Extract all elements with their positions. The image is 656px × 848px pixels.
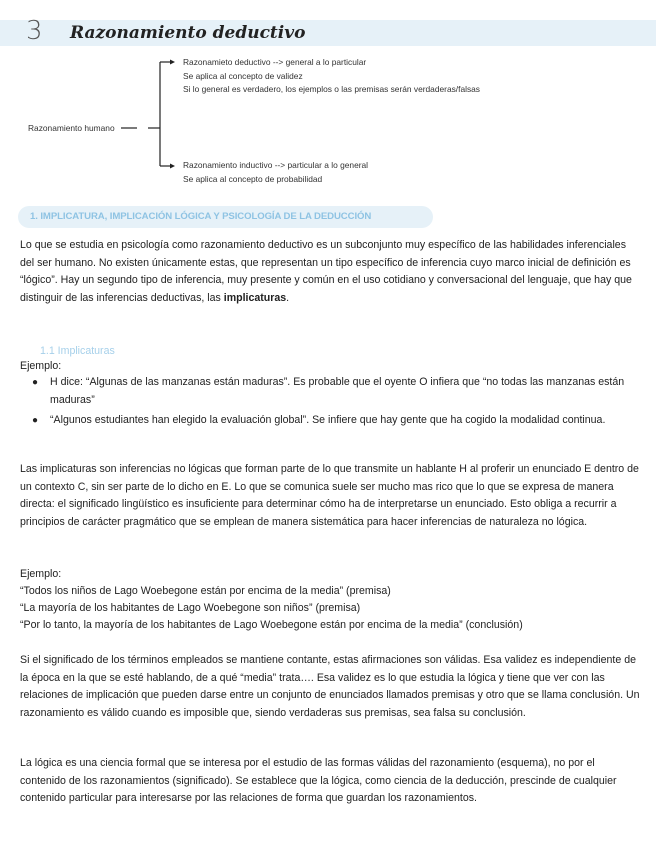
- example-2-conclusion: “Por lo tanto, la mayoría de los habitantes de Lago Woebegone están por encima de la media” (conclusión): [20, 619, 523, 631]
- section-1-intro-paragraph: [20, 237, 640, 308]
- example-label: Ejemplo:: [20, 360, 62, 372]
- bullet-dot-icon: ●: [32, 415, 39, 427]
- example-2-premise-2: “La mayoría de los habitantes de Lago Woebegone son niños” (premisa): [20, 602, 361, 614]
- inductive-line-1: Razonamiento inductivo --> particular a lo general: [183, 160, 369, 170]
- section-1-title: 1. IMPLICATURA, IMPLICACIÓN LÓGICA Y PSICOLOGÍA DE LA DEDUCCIÓN: [30, 211, 372, 222]
- validez-paragraph: Si el significado de los términos empleados se mantiene contante, estas afirmaciones son válidas. Esa validez es independiente de la época en la que se esté hablando, de a qué “media” trata…. Esa validez es lo que estudia la lógica y tiene que ver con las relaciones de implicación que pueden darse entre un conjunto de enunciados llamados premisas y otro que se llama conclusión. Un razonamiento es válido cuando es imposible que, siendo verdaderas sus premisas, sea falsa su conclusión.: [20, 654, 640, 720]
- bullet-text: H dice: “Algunas de las manzanas están maduras”. Es probable que el oyente O infiera que “no todas las manzanas están maduras”: [50, 376, 625, 406]
- bullet-text: “Algunos estudiantes han elegido la evaluación global”. Se infiere que hay gente que ha cogido la modalidad continua.: [50, 414, 606, 427]
- chapter-number: 3: [26, 16, 43, 46]
- diagram-root-label: Razonamiento humano: [28, 123, 115, 133]
- logica-paragraph: La lógica es una ciencia formal que se interesa por el estudio de las formas válidas del razonamiento (esquema), no por el contenido de los razonamientos (significado). Se establece que la lógica, como ciencia de la deducción, prescinde de cualquier contenido particular para interesarse por las relaciones de forma que guardan los razonamientos.: [20, 757, 617, 805]
- example-2-label: Ejemplo:: [20, 568, 62, 580]
- diagram-deductive-arrow: [170, 60, 175, 65]
- list-item: [20, 374, 640, 409]
- subsection-title: 1.1 Implicaturas: [40, 345, 115, 357]
- example-2-premise-1: “Todos los niños de Lago Woebegone están por encima de la media” (premisa): [20, 585, 391, 597]
- example-bullet-list: [20, 374, 640, 433]
- inductive-line-2: Se aplica al concepto de probabilidad: [183, 174, 323, 184]
- intro-text: Lo que se estudia en psicología como razonamiento deductivo es un subconjunto muy específico de las habilidades inferenciales del ser humano. No existen únicamente estas, que representan un tipo específico de inferencia cuyo marco inicial de definición es “lógico”. Hay un segundo tipo de inferencia, muy presente y común en el uso cotidiano y conversacional del lenguaje, que hay que distinguir de las inferencias deductivas, las: [20, 239, 632, 305]
- deductive-line-2: Se aplica al concepto de validez: [183, 71, 303, 81]
- deductive-line-1: Razonamieto deductivo --> general a lo particular: [183, 57, 367, 67]
- deductive-line-3: Si lo general es verdadero, los ejemplos o las premisas serán verdaderas/falsas: [183, 84, 480, 94]
- list-item: [20, 412, 640, 430]
- implicaturas-paragraph: Las implicaturas son inferencias no lógicas que forman parte de lo que transmite un hablante H al proferir un enunciado E dentro de un contexto C, sin ser parte de lo dicho en E. Lo que se comunica suele ser mucho mas rico que lo que se expresa de manera directa: el significado lingüístico es insuficiente para determinar cómo ha de interpretarse un enunciado. Esto obliga a recurrir a principios de carácter pragmático que se emplean de manera sistemática para hacer inferencias de naturaleza no lógica.: [20, 463, 639, 529]
- chapter-title: Razonamiento deductivo: [70, 23, 306, 43]
- intro-text-end: .: [286, 292, 290, 305]
- intro-bold-term: implicaturas: [223, 292, 287, 305]
- diagram-inductive-arrow: [170, 164, 175, 169]
- bullet-dot-icon: ●: [32, 377, 39, 388]
